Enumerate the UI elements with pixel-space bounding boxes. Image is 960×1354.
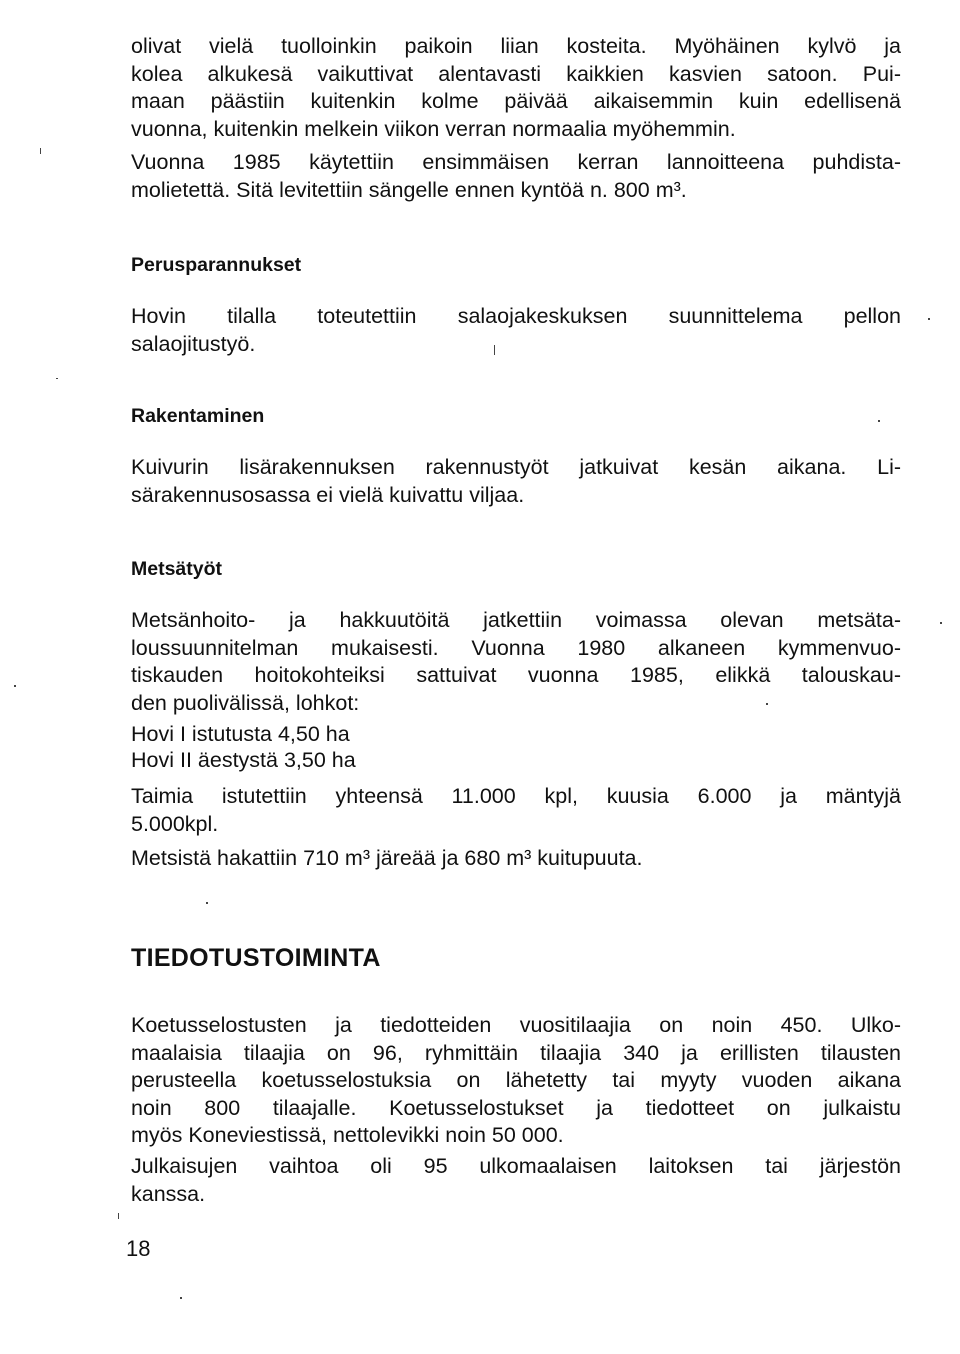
perusparannukset-paragraph: [131, 303, 901, 358]
text-line: Hovi II äestystä 3,50 ha: [131, 748, 356, 772]
text-line: Hovin tilalla toteutettiin salaojakeskuksen suunnittelema pellon: [131, 304, 901, 328]
text-line: kanssa.: [131, 1181, 206, 1206]
text-line: Kuivurin lisärakennuksen rakennustyöt jatkuivat kesän aikana. Li-: [131, 455, 901, 479]
text-line: molietettä. Sitä levitettiin sängelle ennen kyntöä n. 800 m³.: [131, 177, 687, 202]
text-line: särakennusosassa ei vielä kuivattu viljaa.: [131, 482, 525, 507]
scan-speck: [14, 685, 16, 687]
rakentaminen-paragraph: [131, 454, 901, 509]
page-number: 18: [126, 1236, 151, 1261]
intro-paragraph: [131, 33, 901, 143]
section-heading-perusparannukset: Perusparannukset: [131, 254, 302, 276]
text-line: 5.000kpl.: [131, 811, 219, 836]
text-line: Koetusselostusten ja tiedotteiden vuositilaajia on noin 450. Ulko-: [131, 1013, 901, 1037]
text-line: noin 800 tilaajalle. Koetusselostukset ja tiedotteet on julkaistu: [131, 1095, 901, 1120]
scan-speck: [940, 622, 942, 624]
section-heading-rakentaminen: Rakentaminen: [131, 405, 265, 427]
scan-speck: [40, 148, 41, 154]
text-line: olivat vielä tuolloinkin paikoin liian kosteita. Myöhäinen kylvö ja: [131, 34, 901, 58]
scan-speck: [206, 902, 208, 904]
hakattiin-line: [131, 845, 901, 873]
scan-speck: [878, 420, 880, 422]
metsatyot-paragraph: [131, 607, 901, 717]
text-line: myös Koneviestissä, nettolevikki noin 50 000.: [131, 1123, 564, 1147]
fertilizer-paragraph: [131, 149, 901, 204]
taimia-paragraph: [131, 783, 901, 838]
hovi-i-line: [131, 721, 901, 749]
text-line: Julkaisujen vaihtoa oli 95 ulkomaalaisen laitoksen tai järjestön: [131, 1154, 901, 1178]
text-line: tiskauden hoitokohteiksi sattuivat vuonna 1985, elikkä talouskau-: [131, 663, 901, 687]
text-line: Hovi I istutusta 4,50 ha: [131, 722, 350, 746]
text-line: loussuunnitelman mukaisesti. Vuonna 1980 alkaneen kymmenvuo-: [131, 635, 901, 660]
text-line: den puolivälissä, lohkot:: [131, 690, 360, 715]
text-line: Vuonna 1985 käytettiin ensimmäisen kerran lannoitteena puhdista-: [131, 150, 901, 174]
text-line: vuonna, kuitenkin melkein viikon verran normaalia myöhemmin.: [131, 116, 736, 141]
text-line: maalaisia tilaajia on 96, ryhmittäin tilaajia 340 ja erillisten tilausten: [131, 1040, 901, 1065]
scan-speck: [766, 703, 768, 705]
text-line: Taimia istutettiin yhteensä 11.000 kpl, kuusia 6.000 ja mäntyjä: [131, 784, 901, 808]
text-line: kolea alkukesä vaikuttivat alentavasti kaikkien kasvien satoon. Pui-: [131, 61, 901, 86]
section-heading-tiedotustoiminta: TIEDOTUSTOIMINTA: [131, 944, 381, 972]
tiedotus-paragraph-2: [131, 1153, 901, 1208]
text-line: Metsänhoito- ja hakkuutöitä jatkettiin voimassa olevan metsäta-: [131, 608, 901, 632]
section-heading-metsatyot: Metsätyöt: [131, 558, 223, 580]
tiedotus-paragraph-1: [131, 1012, 901, 1150]
hovi-ii-line: [131, 747, 901, 775]
scan-speck: [494, 345, 495, 355]
scan-speck: [180, 1297, 182, 1299]
scan-speck: [928, 318, 930, 320]
text-line: Metsistä hakattiin 710 m³ järeää ja 680 m³ kuitupuuta.: [131, 846, 643, 870]
scan-speck: [56, 378, 58, 379]
scan-speck: [118, 1213, 119, 1219]
text-line: perusteella koetusselostuksia on lähetetty tai myyty vuoden aikana: [131, 1068, 901, 1092]
text-line: maan päästiin kuitenkin kolme päivää aikaisemmin kuin edellisenä: [131, 89, 901, 113]
text-line: salaojitustyö.: [131, 331, 256, 356]
